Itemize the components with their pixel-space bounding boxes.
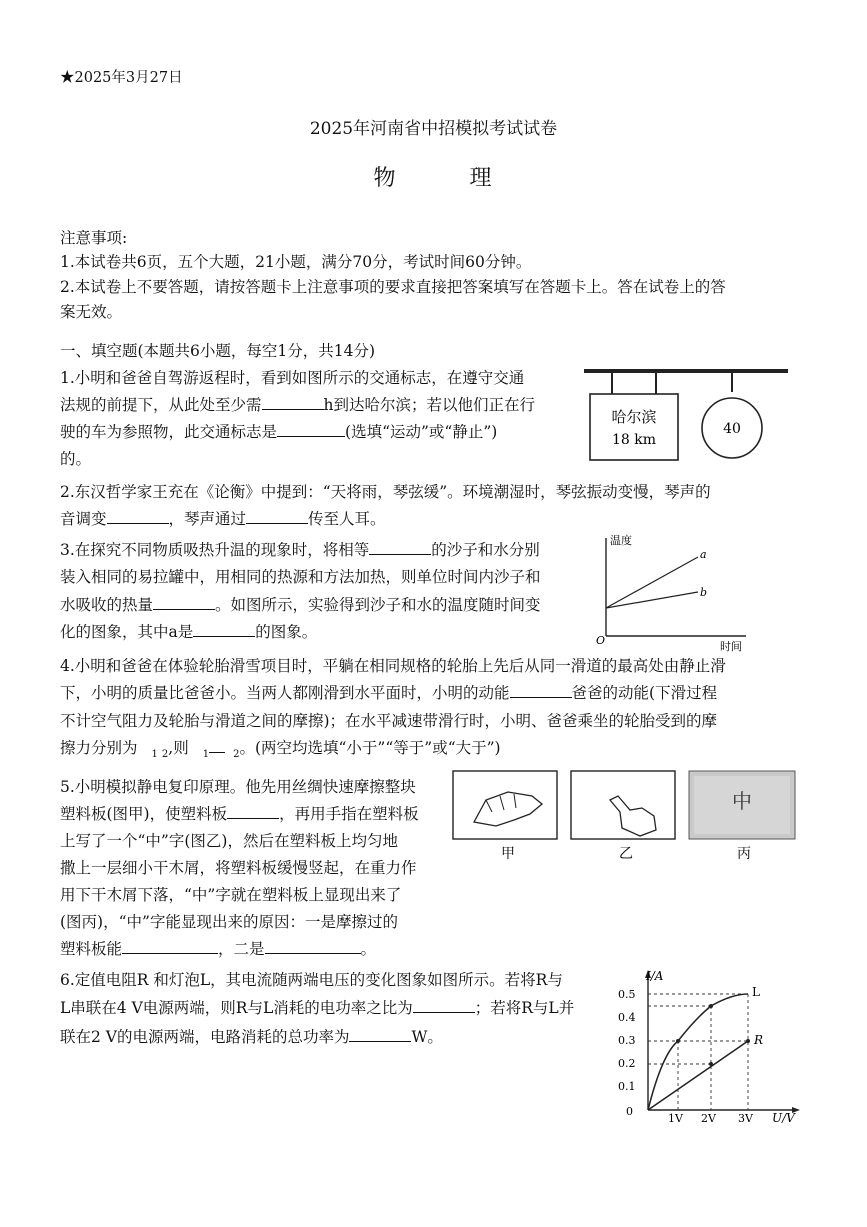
q5-text: 塑料板能 bbox=[60, 940, 123, 958]
q5-line-6: (图丙)，“中”字能显现出来的原因：一是摩擦过的 bbox=[60, 913, 398, 931]
q3-line-2: 装入相同的易拉罐中，用相同的热源和方法加热，则单位时间内沙子和 bbox=[60, 568, 541, 586]
q3-text: 的沙子和水分别 bbox=[431, 541, 540, 559]
answer-blank bbox=[107, 509, 169, 524]
q5-text: 。 bbox=[360, 940, 377, 958]
q3-text: 3.在探究不同物质吸热升温的现象时，将相等 bbox=[60, 541, 370, 559]
figure-jia bbox=[452, 770, 560, 862]
y-tick: 0 bbox=[626, 1105, 633, 1118]
q5-line-4: 撒上一层细小干木屑，将塑料板缓慢竖起，在重力作 bbox=[60, 859, 417, 877]
x-tick: 3V bbox=[738, 1112, 753, 1125]
q5-line-5: 用下干木屑下落，“中”字就在塑料板上显现出来了 bbox=[60, 886, 402, 904]
x-tick: 2V bbox=[701, 1112, 716, 1125]
q4-line-4 bbox=[60, 738, 501, 765]
answer-blank bbox=[413, 998, 475, 1013]
subscript: 1 bbox=[202, 749, 210, 761]
y-axis-label: I/A bbox=[646, 969, 664, 983]
q6-line-1: 6.定值电阻R 和灯泡L，其电流随两端电压的变化图象如图所示。若将R与 bbox=[60, 971, 563, 989]
answer-blank bbox=[265, 939, 361, 954]
q1-line-3 bbox=[60, 422, 497, 442]
y-tick: 0.3 bbox=[618, 1034, 636, 1047]
answer-blank bbox=[227, 804, 279, 819]
q1-text: 法规的前提下，从此处至少需 bbox=[60, 396, 262, 414]
zhong-character: 中 bbox=[732, 789, 752, 813]
graph-x-label: 时间 bbox=[720, 640, 742, 652]
note-2-line-1: 2.本试卷上不要答题，请按答题卡上注意事项的要求直接把答案填写在答题卡上。答在试卷上的答 bbox=[60, 278, 726, 296]
q1-text: (选填“运动”或“静止”) bbox=[345, 423, 498, 441]
q3-line-4 bbox=[60, 622, 317, 642]
answer-blank bbox=[262, 395, 324, 410]
q4-line-2 bbox=[60, 683, 717, 703]
q5-line-7 bbox=[60, 939, 376, 959]
graph-y-label: 温度 bbox=[610, 534, 632, 547]
q2-text: ，琴声通过 bbox=[168, 510, 247, 528]
answer-blank bbox=[209, 746, 225, 753]
subscript: 1 bbox=[151, 749, 158, 761]
label-a: a bbox=[700, 548, 707, 561]
sign-distance: 18 km bbox=[611, 432, 657, 448]
q2-text: 传至人耳。 bbox=[308, 510, 386, 528]
line-R bbox=[648, 1041, 748, 1110]
q2-line-1: 2.东汉哲学家王充在《论衡》中提到：“天将雨，琴弦缓”。环境潮湿时，琴弦振动变慢，琴声的 bbox=[60, 483, 711, 501]
q3-text: 水吸收的热量 bbox=[60, 596, 154, 614]
q5-text: ，二是 bbox=[218, 940, 265, 958]
q1-text: h到达哈尔滨；若以他们正在行 bbox=[323, 396, 535, 414]
q1-line-1: 1.小明和爸爸自驾游返程时，看到如图所示的交通标志，在遵守交通 bbox=[60, 369, 525, 387]
q3-line-1 bbox=[60, 540, 540, 560]
notes-heading: 注意事项: bbox=[60, 229, 128, 247]
x-axis-label: U/V bbox=[772, 1111, 795, 1125]
q1-line-2 bbox=[60, 395, 535, 415]
q5-line-3: 上写了一个“中”字(图乙)，然后在塑料板上均匀地 bbox=[60, 832, 398, 850]
q6-text: W。 bbox=[411, 1028, 443, 1046]
answer-blank bbox=[153, 595, 215, 610]
q3-line-3 bbox=[60, 595, 541, 615]
figure-bing bbox=[688, 770, 798, 862]
label-b: b bbox=[700, 586, 708, 599]
label-L: L bbox=[752, 985, 760, 999]
x-tick: 1V bbox=[668, 1112, 683, 1125]
q6-text: ；若将R与L并 bbox=[474, 999, 575, 1017]
y-tick: 0.2 bbox=[618, 1057, 636, 1070]
q6-text: 联在2 V的电源两端，电路消耗的总功率为 bbox=[60, 1028, 350, 1046]
q1-line-4: 的。 bbox=[60, 450, 92, 468]
traffic-sign-figure bbox=[580, 362, 792, 466]
answer-blank bbox=[193, 622, 255, 637]
q5-text: ，再用手指在塑料板 bbox=[279, 805, 419, 823]
sign-city: 哈尔滨 bbox=[611, 408, 657, 426]
exam-date: ★2025年3月27日 bbox=[60, 70, 183, 86]
q5-line-1: 5.小明模拟静电复印原理。他先用丝绸快速摩擦整块 bbox=[60, 778, 416, 796]
answer-blank bbox=[510, 683, 572, 698]
note-1: 1.本试卷共6页，五个大题，21小题，满分70分，考试时间60分钟。 bbox=[60, 253, 532, 271]
answer-blank bbox=[246, 509, 308, 524]
y-tick: 0.5 bbox=[618, 988, 636, 1001]
caption-yi: 乙 bbox=[619, 846, 633, 862]
answer-blank bbox=[369, 540, 431, 555]
y-tick: 0.1 bbox=[618, 1080, 636, 1093]
q5-line-2 bbox=[60, 804, 419, 824]
q4-text: 。(两空均选填“小于”“等于”或“大于”) bbox=[239, 739, 501, 757]
q4-text: ,则 bbox=[168, 739, 189, 757]
graph-origin: O bbox=[596, 634, 606, 647]
answer-blank bbox=[277, 422, 345, 437]
temperature-time-graph bbox=[594, 530, 754, 652]
q3-text: 化的图象，其中a是 bbox=[60, 623, 194, 641]
label-R: R bbox=[754, 1033, 764, 1047]
subject-title: 物 理 bbox=[373, 166, 494, 191]
subscript: 2 bbox=[233, 749, 240, 761]
q4-line-1: 4.小明和爸爸在体验轮胎滑雪项目时，平躺在相同规格的轮胎上先后从同一滑道的最高处由静止滑 bbox=[60, 657, 726, 675]
y-tick: 0.4 bbox=[618, 1011, 636, 1024]
speed-limit-value: 40 bbox=[723, 421, 741, 437]
caption-bing: 丙 bbox=[737, 846, 751, 862]
q1-text: 驶的车为参照物，此交通标志是 bbox=[60, 423, 278, 441]
section-heading: 一、填空题(本题共6小题，每空1分，共14分) bbox=[60, 342, 376, 360]
answer-blank bbox=[122, 939, 218, 954]
q6-line-2 bbox=[60, 998, 574, 1018]
q4-text: 下，小明的质量比爸爸小。当两人都刚滑到水平面时，小明的动能 bbox=[60, 684, 510, 702]
q4-text: 擦力分别为 bbox=[60, 739, 138, 757]
figure-yi bbox=[570, 770, 678, 862]
subscript: 2 bbox=[161, 749, 169, 761]
q2-text: 音调变 bbox=[60, 510, 107, 528]
q4-text: 爸爸的动能(下滑过程 bbox=[571, 684, 718, 702]
exam-title: 2025年河南省中招模拟考试试卷 bbox=[309, 119, 558, 139]
answer-blank bbox=[349, 1027, 411, 1042]
caption-jia: 甲 bbox=[501, 846, 515, 862]
note-2-line-2: 案无效。 bbox=[60, 303, 123, 321]
q6-line-3 bbox=[60, 1027, 443, 1047]
q3-text: 。如图所示，实验得到沙子和水的温度随时间变 bbox=[215, 596, 541, 614]
q2-line-2 bbox=[60, 509, 386, 529]
iu-graph bbox=[614, 966, 810, 1128]
q6-text: L串联在4 V电源两端，则R与L消耗的电功率之比为 bbox=[60, 999, 413, 1017]
q5-text: 塑料板(图甲)，使塑料板 bbox=[60, 805, 228, 823]
q3-text: 的图象。 bbox=[255, 623, 318, 641]
q4-line-3: 不计空气阻力及轮胎与滑道之间的摩擦)；在水平减速带滑行时，小明、爸爸乘坐的轮胎受到的摩 bbox=[60, 712, 718, 730]
